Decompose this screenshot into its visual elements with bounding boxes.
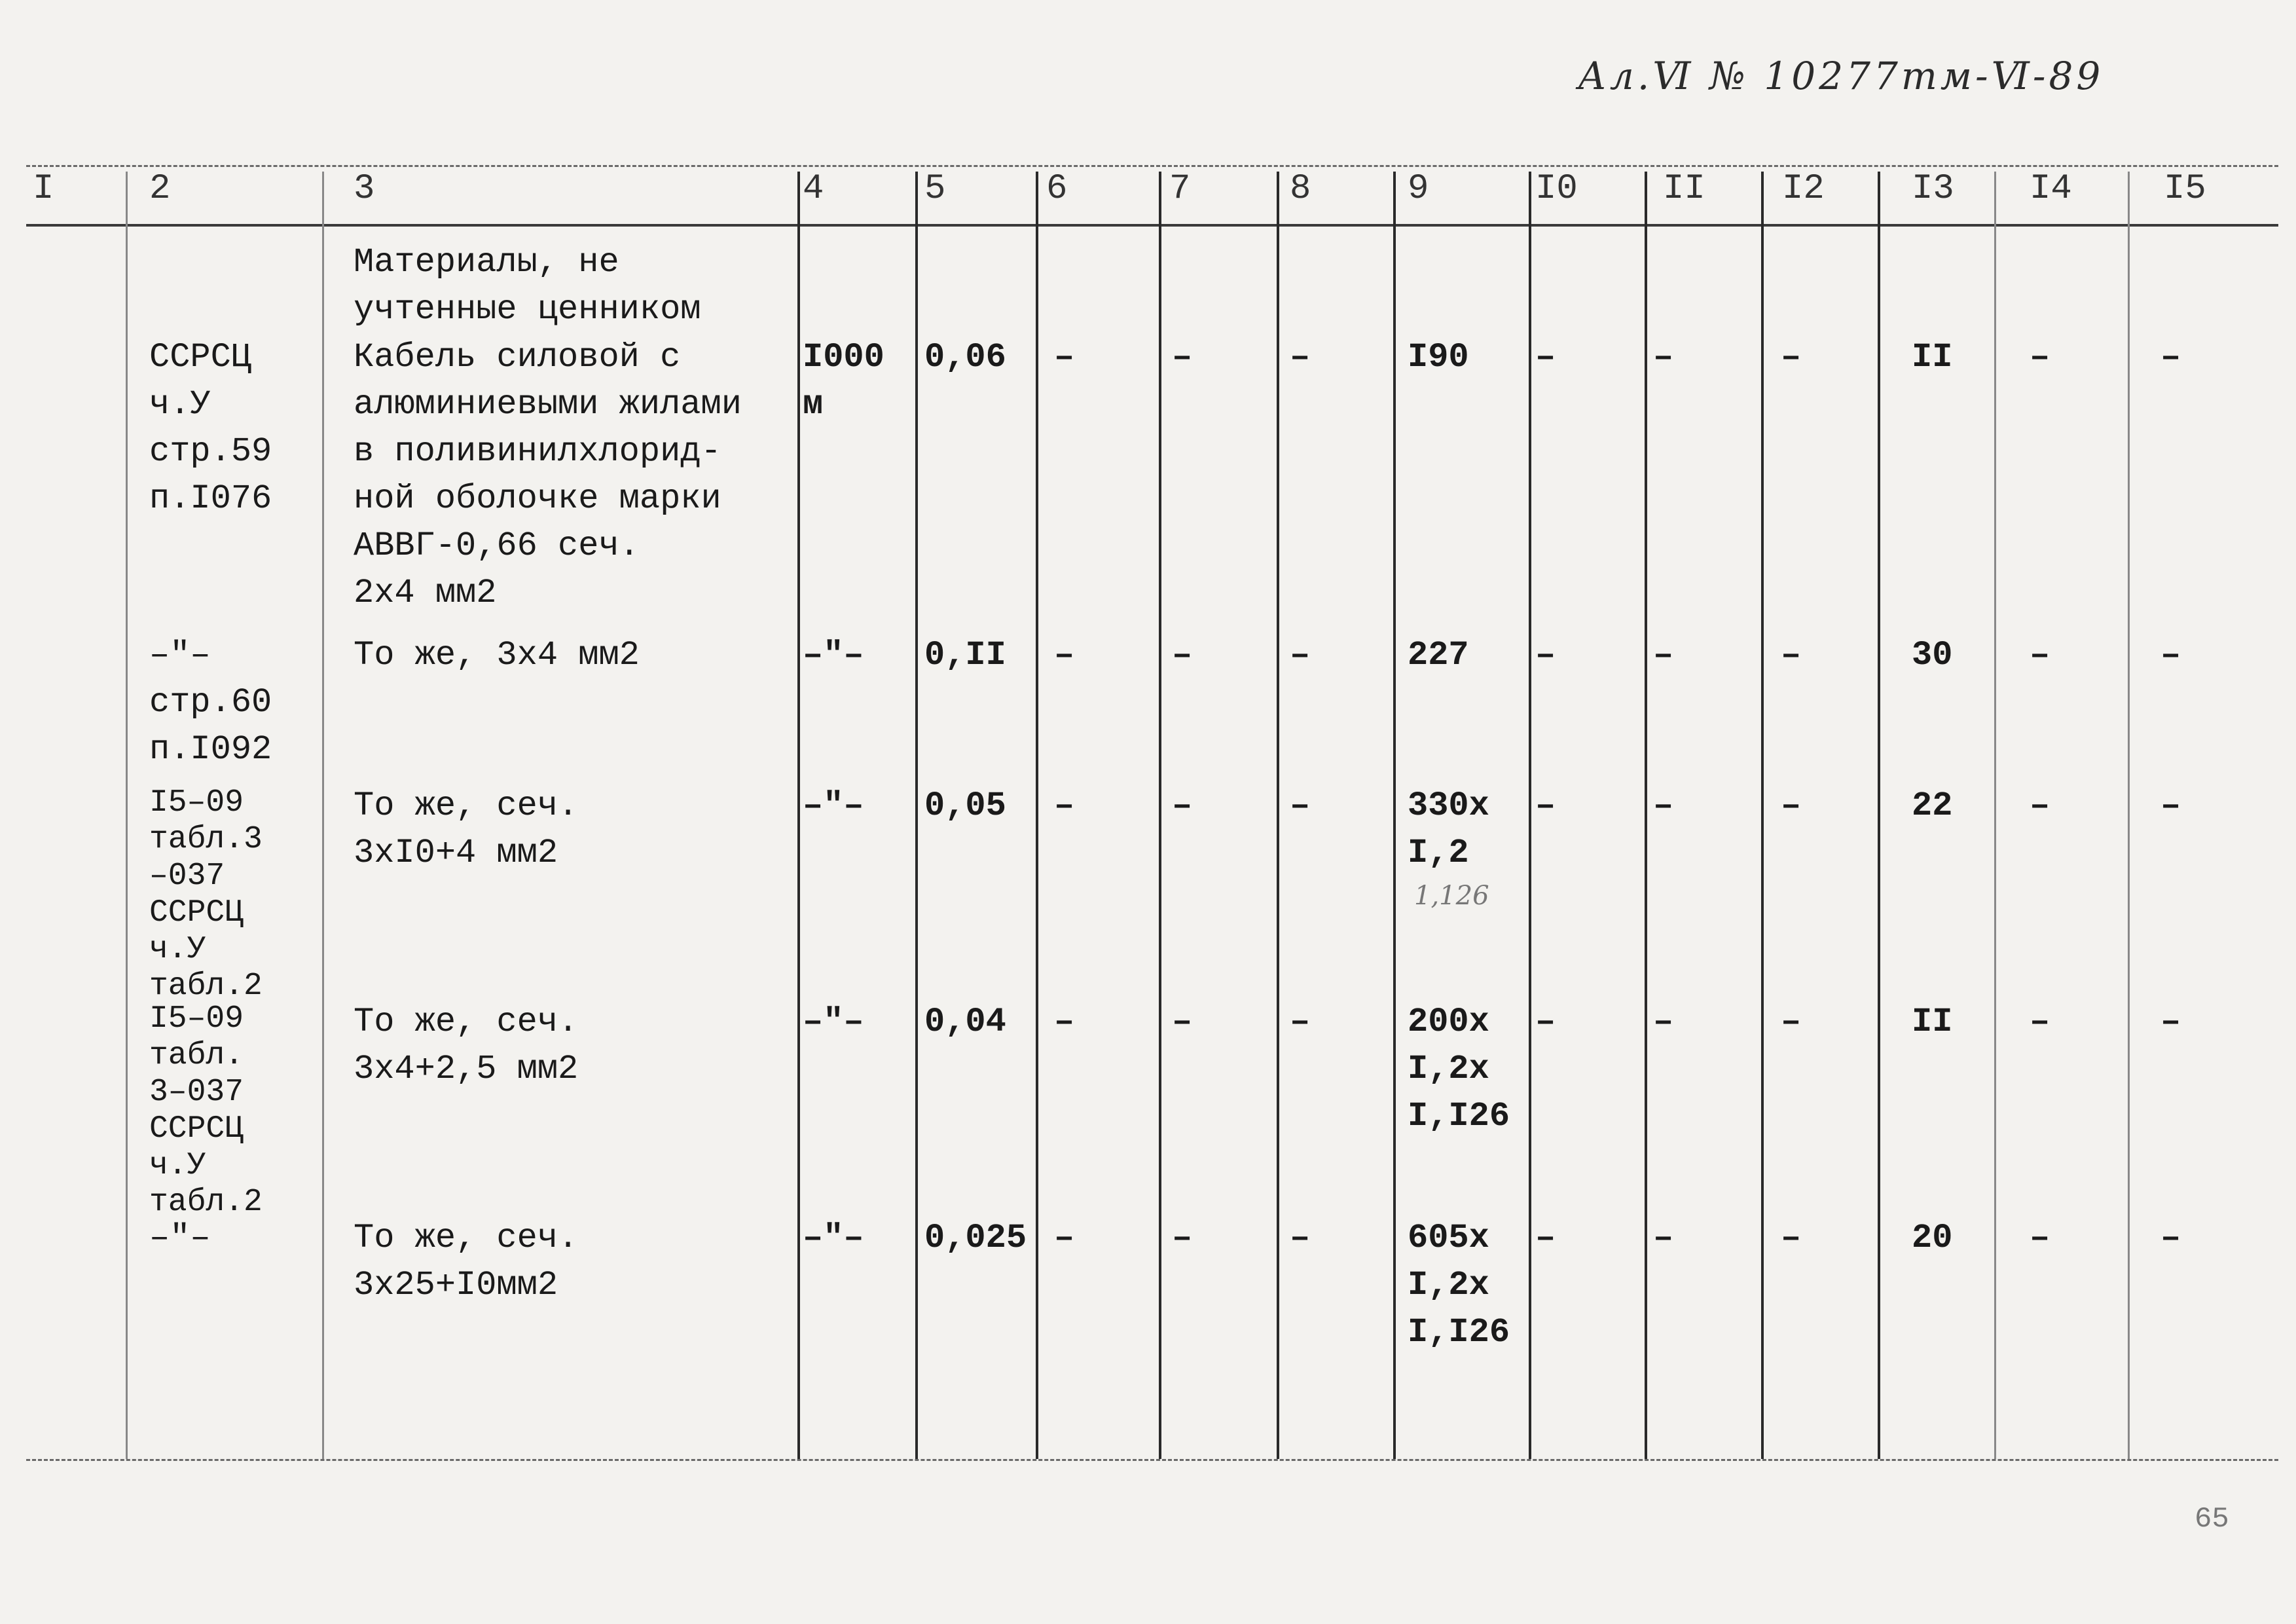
column-divider (1994, 172, 1996, 1459)
column-divider (1529, 172, 1531, 1459)
column-header-14: I4 (2030, 169, 2072, 209)
column-divider (126, 172, 128, 1459)
column-divider (1645, 172, 1647, 1459)
table-row-5-col7: – (1172, 1219, 1193, 1257)
column-divider (797, 172, 800, 1459)
table-row-2-col6: – (1054, 636, 1075, 674)
table-row-2-col12: – (1781, 636, 1802, 674)
column-divider (915, 172, 918, 1459)
table-row-4-col11: – (1653, 1003, 1674, 1041)
table-row-4-source: I5–09 табл. 3–037 ССРСЦ ч.У табл.2 (149, 1001, 263, 1220)
table-row-3-col8: – (1290, 786, 1311, 825)
table-row-1-col13: II (1912, 338, 1953, 377)
table-row-3-description: То же, сеч. 3хI0+4 мм2 (354, 786, 579, 872)
table-row-2-col11: – (1653, 636, 1674, 674)
column-header-2: 2 (149, 169, 171, 209)
column-header-1: I (33, 169, 54, 209)
column-divider (1761, 172, 1764, 1459)
table-row-1-col8: – (1290, 338, 1311, 377)
table-row-1-col15: – (2160, 338, 2181, 377)
table-row-1-col5: 0,06 (924, 338, 1006, 377)
table-row-5-col5: 0,025 (924, 1219, 1027, 1257)
table-row-3-col7: – (1172, 786, 1193, 825)
column-header-6: 6 (1046, 169, 1068, 209)
table-row-5-col14: – (2030, 1219, 2050, 1257)
table-row-3-col13: 22 (1912, 786, 1953, 825)
table-row-1-col11: – (1653, 338, 1674, 377)
table-row-4-col14: – (2030, 1003, 2050, 1041)
table-row-2-col13: 30 (1912, 636, 1953, 674)
column-header-12: I2 (1782, 169, 1825, 209)
table-row-4-col7: – (1172, 1003, 1193, 1041)
table-row-1-col10: – (1535, 338, 1556, 377)
column-divider (2128, 172, 2130, 1459)
table-row-3-col15: – (2160, 786, 2181, 825)
table-row-4-col15: – (2160, 1003, 2181, 1041)
table-row-2-col7: – (1172, 636, 1193, 674)
table-row-2-col14: – (2030, 636, 2050, 674)
document-stamp: Ал.Ⅵ № 10277тм-Ⅵ-89 (1578, 54, 2104, 98)
table-row-4-col13: II (1912, 1003, 1953, 1041)
table-row-4-col8: – (1290, 1003, 1311, 1041)
table-row-5-col4: –"– (803, 1219, 864, 1257)
column-divider (1277, 172, 1279, 1459)
column-header-8: 8 (1290, 169, 1311, 209)
column-header-7: 7 (1169, 169, 1191, 209)
table-row-1-col7: – (1172, 338, 1193, 377)
handwritten-note: 1,126 (1414, 881, 1489, 911)
column-header-5: 5 (924, 169, 946, 209)
table-row-2-col8: – (1290, 636, 1311, 674)
table-row-5-col9: 605х I,2х I,I26 (1408, 1219, 1510, 1352)
table-row-3-col6: – (1054, 786, 1075, 825)
table-row-2-col5: 0,II (924, 636, 1006, 674)
column-header-9: 9 (1408, 169, 1429, 209)
table-row-5-col6: – (1054, 1219, 1075, 1257)
table-row-4-col12: – (1781, 1003, 1802, 1041)
table-row-5-col10: – (1535, 1219, 1556, 1257)
table-row-5-description: То же, сеч. 3х25+I0мм2 (354, 1219, 579, 1304)
page-number-mark: 65 (2195, 1503, 2229, 1536)
column-header-4: 4 (803, 169, 824, 209)
table-row-1-col14: – (2030, 338, 2050, 377)
table-row-5-col12: – (1781, 1219, 1802, 1257)
column-header-15: I5 (2164, 169, 2206, 209)
table-row-2-description: То же, 3х4 мм2 (354, 636, 640, 674)
table-row-3-col14: – (2030, 786, 2050, 825)
column-header-3: 3 (354, 169, 375, 209)
table-row-1-col4: I000 м (803, 338, 884, 424)
table-row-1-source: ССРСЦ ч.У стр.59 п.I076 (149, 338, 272, 518)
table-row-3-col9: 330х I,2 (1408, 786, 1489, 872)
table-row-4-col6: – (1054, 1003, 1075, 1041)
table-row-2-source: –"– стр.60 п.I092 (149, 636, 272, 769)
table-row-3-source: I5–09 табл.3 –037 ССРСЦ ч.У табл.2 (149, 785, 263, 1004)
section-heading: Материалы, не учтенные ценником (354, 243, 701, 329)
table-row-4-col10: – (1535, 1003, 1556, 1041)
table-row-5-col8: – (1290, 1219, 1311, 1257)
column-divider (1159, 172, 1161, 1459)
table-row-2-col10: – (1535, 636, 1556, 674)
table-row-5-col11: – (1653, 1219, 1674, 1257)
table-row-1-col12: – (1781, 338, 1802, 377)
table-row-5-col13: 20 (1912, 1219, 1953, 1257)
table-row-3-col5: 0,05 (924, 786, 1006, 825)
table-row-4-col9: 200х I,2х I,I26 (1408, 1003, 1510, 1135)
column-divider (1393, 172, 1396, 1459)
table-row-1-col6: – (1054, 338, 1075, 377)
column-header-10: I0 (1535, 169, 1578, 209)
column-divider (1036, 172, 1038, 1459)
column-header-11: II (1663, 169, 1705, 209)
table-row-2-col9: 227 (1408, 636, 1469, 674)
column-header-13: I3 (1912, 169, 1954, 209)
table-row-1-description: Кабель силовой с алюминиевыми жилами в поливинилхлорид- ной оболочке марки АВВГ-0,66 сеч. 2х4 мм2 (354, 338, 742, 612)
table-row-5-col15: – (2160, 1219, 2181, 1257)
table-row-3-col11: – (1653, 786, 1674, 825)
table-row-1-col9: I90 (1408, 338, 1469, 377)
column-divider (322, 172, 324, 1459)
column-divider (1878, 172, 1880, 1459)
table-row-4-description: То же, сеч. 3х4+2,5 мм2 (354, 1003, 579, 1088)
table-row-4-col4: –"– (803, 1003, 864, 1041)
table-bottom-rule (26, 1459, 2278, 1463)
header-bottom-rule (26, 224, 2278, 227)
table-row-3-col12: – (1781, 786, 1802, 825)
table-row-5-source: –"– (149, 1219, 211, 1257)
table-row-3-col4: –"– (803, 786, 864, 825)
table-row-2-col4: –"– (803, 636, 864, 674)
table-row-3-col10: – (1535, 786, 1556, 825)
table-row-4-col5: 0,04 (924, 1003, 1006, 1041)
table-row-2-col15: – (2160, 636, 2181, 674)
